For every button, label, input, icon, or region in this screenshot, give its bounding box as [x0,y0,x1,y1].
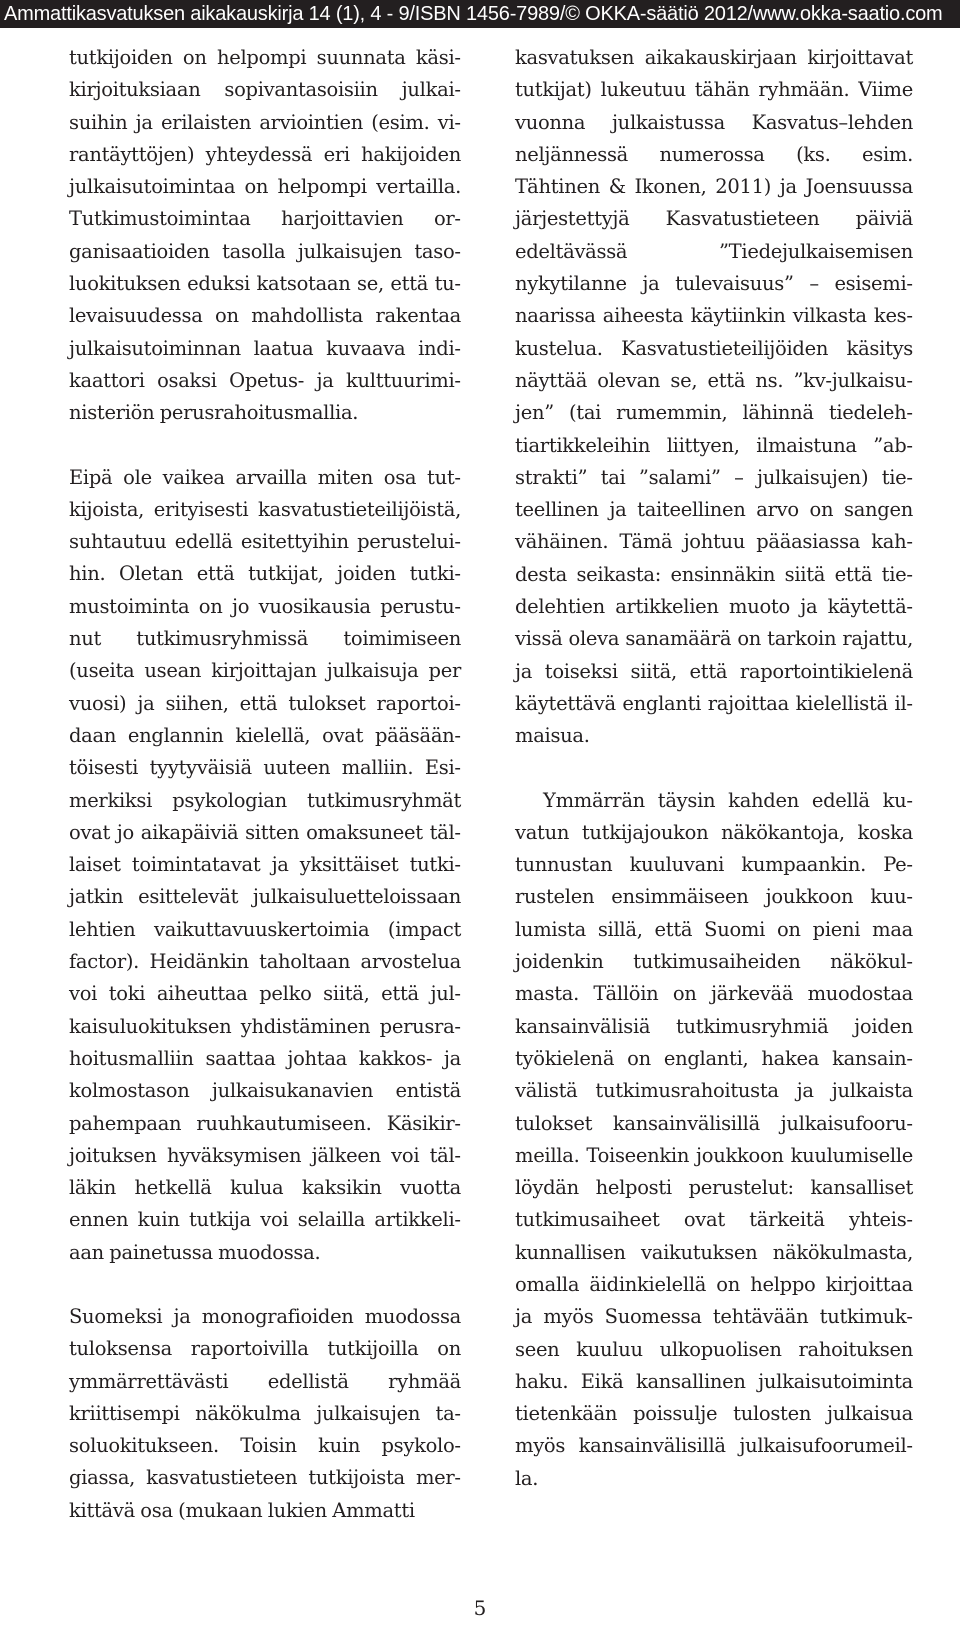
right-paragraph-2: Ymmärrän täysin kahden edellä kuvatun tutkijajoukon näkökantoja, koska tunnustan kuuluvani kumpaankin. Perustelen ensimmäiseen joukkoon kuulumista sillä, että Suomi on pieni maa joidenkin tutkimusaiheiden näkökulmasta. Tällöin on järkevää muodostaa kansainvälisiä tutkimusryhmiä joiden työkielenä on englanti, hakea kansainvälistä tutkimusrahoitusta ja julkaista tulokset kansainvälisillä julkaisufoorumeilla. Toiseenkin joukkoon kuulumiselle löydän helposti perustelut: kansalliset tutkimusaiheet ovat tärkeitä yhteiskunnallisen vaikutuksen näkökulmasta, omalla äidinkielellä on helppo kirjoittaa ja myös Suomessa tehtävään tutkimukseen kuuluu ulkopuolisen rahoituksen haku. Eikä kansallinen julkaisutoiminta tietenkään poissulje tulosten julkaisua myös kansainvälisillä julkaisufoorumeilla. [515,788,913,1490]
left-paragraph-3: Suomeksi ja monografioiden muodossa tuloksensa raportoivilla tutkijoilla on ymmärrettävästi edellistä ryhmää kriittisempi näkökulma julkaisujen tasoluokitukseen. Toisin kuin psykologiassa, kasvatustieteen tutkijoista merkittävä osa (mukaan lukien Ammatti [69,1304,461,1522]
right-paragraph-1: kasvatuksen aikakauskirjaan kirjoittavat tutkijat) lukeutuu tähän ryhmään. Viime vuonna julkaistussa Kasvatus–lehden neljännessä numerossa (ks. esim. Tähtinen & Ikonen, 2011) ja Joensuussa järjestettyjä Kasvatustieteen päiviä edeltävässä ”Tiedejulkaisemisen nykytilanne ja tulevaisuus” – esiseminaarissa aiheesta käytiinkin vilkasta keskustelua. Kasvatustieteilijöiden käsitys näyttää olevan se, että ns. ”kv-julkaisujen” (tai rumemmin, lähinnä tiedelehtiartikkeleihin liittyen, ilmaistuna ”abstrakti” tai ”salami” – julkaisujen) tieteellinen ja taiteellinen arvo on sangen vähäinen. Tämä johtuu pääasiassa kahdesta seikasta: ensinnäkin siitä että tiedelehtien artikkelien muoto ja käytettävissä oleva sanamäärä on tarkoin rajattu, ja toiseksi siitä, että raportointikielenä käytettävä englanti rajoittaa kielellistä ilmaisua. [515,46,913,748]
right-column [515,42,913,1495]
page-number: 5 [473,1596,487,1620]
journal-citation: Ammattikasvatuksen aikakauskirja 14 (1), 4 - 9/ISBN 1456-7989/© OKKA-säätiö 2012/www.okka-saatio.com [4,3,943,25]
left-paragraph-1: tutkijoiden on helpompi suunnata käsikirjoituksiaan sopivantasoisiin julkaisuihin ja erilaisten arviointien (esim. virantäyttöjen) yhteydessä eri hakijoiden julkaisutoimintaa on helpompi vertailla. Tutkimustoimintaa harjoittavien organisaatioiden tasolla julkaisujen tasoluokituksen eduksi katsotaan se, että tulevaisuudessa on mahdollista rakentaa julkaisutoiminnan laatua kuvaava indikaattori osaksi Opetus- ja kulttuuriministeriön perusrahoitusmallia. [69,46,461,425]
left-paragraph-2: Eipä ole vaikea arvailla miten osa tutkijoista, erityisesti kasvatustieteilijöistä, suhtautuu edellä esitettyihin perusteluihin. Oletan että tutkijat, joiden tutkimustoiminta on jo vuosikausia perustunut tutkimusryhmissä toimimiseen (useita usean kirjoittajan julkaisuja per vuosi) ja siihen, että tulokset raportoidaan englannin kielellä, ovat pääsääntöisesti tyytyväisiä uuteen malliin. Esimerkiksi psykologian tutkimusryhmät ovat jo aikapäiviä sitten omaksuneet tällaiset toimintatavat ja yksittäiset tutkijatkin esittelevät julkaisuluetteloissaan lehtien vaikuttavuuskertoimia (impact factor). Heidänkin taholtaan arvostelua voi toki aiheuttaa pelko siitä, että julkaisuluokituksen yhdistäminen perusrahoitusmalliin saattaa johtaa kakkos- ja kolmostason julkaisukanavien entistä pahempaan ruuhkautumiseen. Käsikirjoituksen hyväksymisen jälkeen voi tälläkin hetkellä kulua kaksikin vuotta ennen kuin tutkija voi selailla artikkeliaan painetussa muodossa. [69,465,461,1264]
left-column [69,42,461,1527]
journal-header-bar [0,0,960,28]
